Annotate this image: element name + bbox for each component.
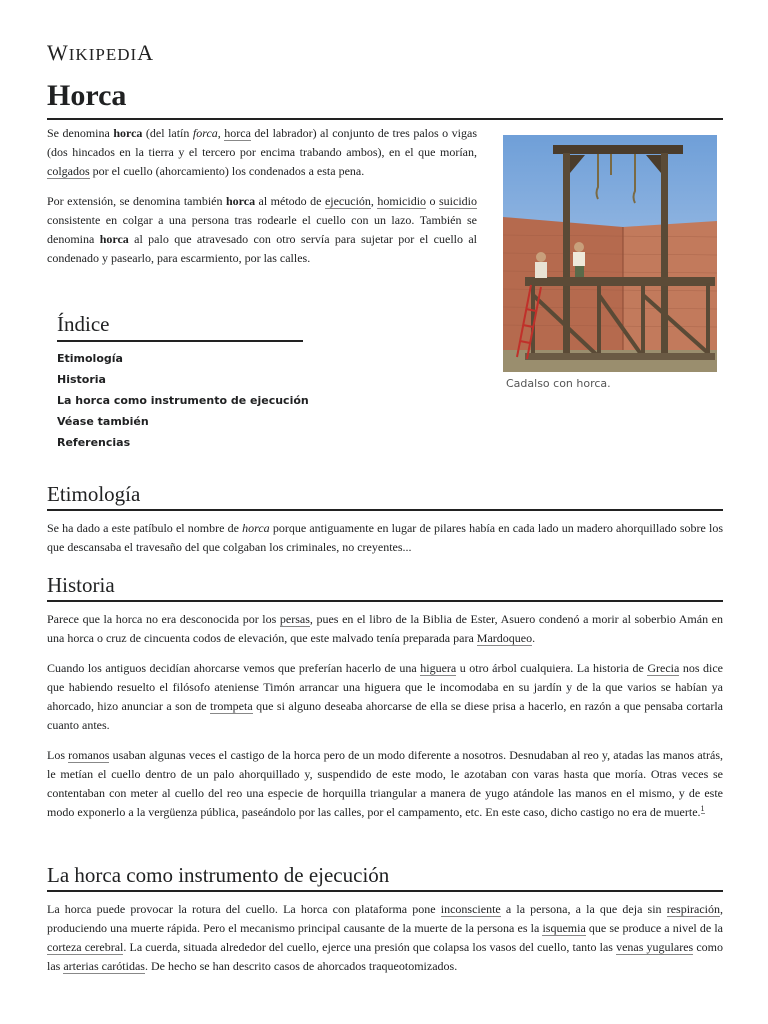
link-isquemia[interactable]: isquemia — [542, 921, 586, 935]
text: por el cuello (ahorcamiento) los condenados a esta pena. — [89, 164, 365, 178]
text: nos dice que habiendo resuelto el filósofo ateniense Timón arrancar una higuera que le incomodaba en su jardín y de la que varios se habían ya ahorcado, hizo anunciar a son de — [47, 661, 724, 713]
intro-section — [47, 124, 477, 279]
section-heading: Etimología — [47, 480, 723, 511]
link-higuera[interactable]: higuera — [420, 661, 457, 675]
link-arterias-carotidas[interactable]: arterias carótidas — [63, 959, 145, 973]
logo-letters: IKIPEDI — [68, 45, 138, 64]
intro-paragraph-2 — [47, 192, 477, 268]
text: al método de — [255, 194, 325, 208]
text: . — [532, 631, 536, 645]
section-heading: La horca como instrumento de ejecución — [47, 861, 723, 892]
link-mardoqueo[interactable]: Mardoqueo — [476, 631, 533, 645]
link-inconsciente[interactable]: inconsciente — [440, 902, 501, 916]
table-of-contents — [57, 310, 309, 453]
link-suicidio[interactable]: suicidio — [439, 194, 477, 208]
text: o — [426, 194, 439, 208]
toc-item-referencias[interactable]: Referencias — [57, 436, 131, 449]
logo-letter: W — [47, 40, 69, 65]
link-corteza-cerebral[interactable]: corteza cerebral — [47, 940, 124, 954]
text: u otro árbol cualquiera. La historia de — [456, 661, 648, 675]
gallows-figure — [503, 135, 717, 390]
link-persas[interactable]: persas — [279, 612, 310, 626]
etimologia-paragraph — [47, 519, 723, 557]
ejecucion-paragraph — [47, 900, 723, 976]
text: Se denomina — [47, 126, 114, 140]
text: Los — [47, 748, 69, 762]
section-historia — [47, 571, 723, 833]
text: , pues en el libro de la Biblia de Ester, Asuero condenó a morir al soberbio Amán en una horca o cruz de cincuenta codos de elevación, que este malvado tenía preparada para — [47, 612, 724, 645]
bold-term: horca — [99, 232, 129, 246]
intro-paragraph-1 — [47, 124, 477, 181]
toc-item-historia[interactable]: Historia — [57, 373, 106, 386]
text: usaban algunas veces el castigo de la horca pero de un modo diferente a nosotros. Desnudaban al reo y, atadas las manos atrás, le metían el cuello dentro de un palo ahorquillado y, suspendido de este modo, le azotaban con varas hasta que moría. Otras veces se contentaban con meter al cuello del reo una especie de horquilla triangular a manera de yugo atándole las manos en el mismo, y de este modo exponerlo a la vergüenza pública, paseándolo por las calles, por el campamento, etc. En este caso, dicho castigo no era de muerte. — [47, 748, 723, 819]
link-ejecucion[interactable]: ejecución — [324, 194, 371, 208]
text: , — [370, 194, 378, 208]
text: . De hecho se han descrito casos de ahorcados traqueotomizados. — [144, 959, 458, 973]
toc-item-ejecucion[interactable]: La horca como instrumento de ejecución — [57, 394, 309, 407]
text: del labrador) al conjunto de tres palos o vigas (dos hincados en la tierra y el tercero por encima trabando ambos), en el que morían, — [47, 126, 477, 159]
toc-title: Índice — [57, 310, 303, 342]
text: , — [217, 126, 225, 140]
historia-paragraph-2 — [47, 659, 723, 735]
section-etimologia — [47, 480, 723, 568]
text: al palo que atravesado con otro servía para sujetar por el cuello al condenado y pasearlo, para escarmiento, por las calles. — [47, 232, 477, 265]
historia-paragraph-3 — [47, 746, 723, 822]
section-ejecucion — [47, 861, 723, 987]
figure-caption: Cadalso con horca. — [506, 377, 611, 390]
text: La horca puede provocar la rotura del cuello. La horca con plataforma pone — [47, 902, 441, 916]
text: (del latín — [142, 126, 193, 140]
text: porque antiguamente en lugar de pilares había en cada lado un madero ahorquillado sobre los que descansaba el travesaño del que colgaban los criminales, no creyentes... — [47, 521, 723, 554]
link-grecia[interactable]: Grecia — [647, 661, 680, 675]
logo-letter-end: A — [137, 40, 155, 65]
italic-term: horca — [242, 521, 270, 535]
text: Cuando los antiguos decidían ahorcarse vemos que preferían hacerlo de una — [47, 661, 421, 675]
link-colgados[interactable]: colgados — [47, 164, 90, 178]
bold-term: horca — [225, 194, 256, 208]
link-respiracion[interactable]: respiración — [666, 902, 721, 916]
reference-1[interactable]: 1 — [700, 804, 705, 813]
text: Parece que la horca no era desconocida por los — [47, 612, 280, 626]
text: que si alguno deseaba ahorcarse de ella se diese prisa a hacerlo, en razón a que pensaba cortarla cuanto antes. — [47, 699, 724, 732]
wikipedia-logo[interactable] — [47, 40, 154, 66]
link-horca[interactable]: horca — [224, 126, 251, 140]
text: como las — [47, 940, 723, 973]
link-venas-yugulares[interactable]: venas yugulares — [616, 940, 694, 954]
section-heading: Historia — [47, 571, 723, 602]
link-homicidio[interactable]: homicidio — [377, 194, 427, 208]
text: a la persona, a la que deja sin — [500, 902, 667, 916]
gallows-photo[interactable] — [503, 135, 717, 372]
link-romanos[interactable]: romanos — [68, 748, 110, 762]
text: consistente en colgar a una persona tras rodearle el cuello con un lazo. También se denomina — [47, 213, 477, 246]
toc-item-etimologia[interactable]: Etimología — [57, 352, 123, 365]
bold-term: horca — [113, 126, 143, 140]
toc-item-vease-tambien[interactable]: Véase también — [57, 415, 149, 428]
link-trompeta[interactable]: trompeta — [210, 699, 253, 713]
text: , produciendo una muerte rápida. Pero el mecanismo principal causante de la muerte de la persona es la — [47, 902, 724, 935]
page-title: Horca — [47, 78, 723, 120]
text: que se produce a nivel de la — [585, 921, 724, 935]
italic-term: forca — [192, 126, 218, 140]
text: Se ha dado a este patíbulo el nombre de — [47, 521, 243, 535]
historia-paragraph-1 — [47, 610, 723, 648]
text: Por extensión, se denomina también — [47, 194, 226, 208]
text: . La cuerda, situada alrededor del cuello, ejerce una presión que colapsa los vasos del cuello, tanto las — [123, 940, 617, 954]
toc-list — [57, 348, 309, 453]
